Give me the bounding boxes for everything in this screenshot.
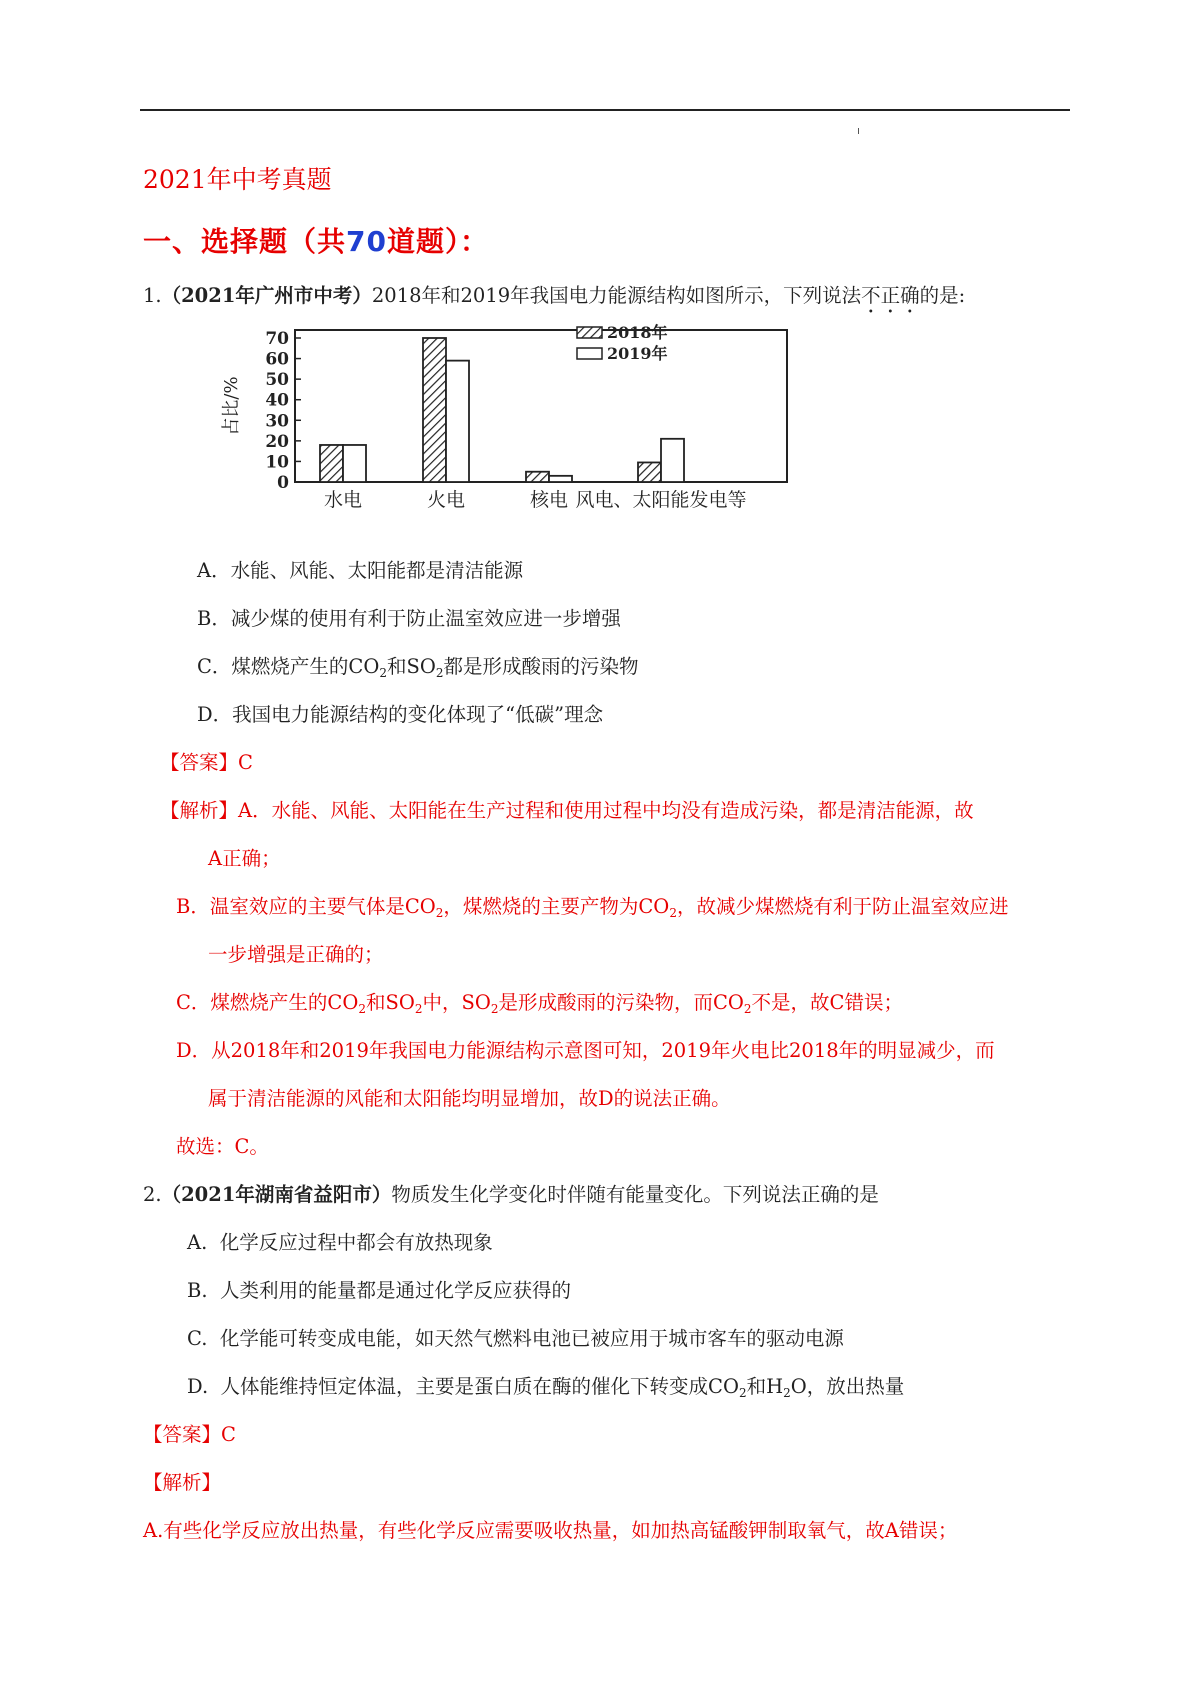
q1-stem-a: 2018年和2019年我国电力能源结构如图所示，下列说法	[371, 284, 862, 307]
header-rule	[140, 109, 1070, 111]
q1-option-a-letter: A．	[197, 559, 231, 582]
q1-analysis-b-line1	[176, 891, 1008, 920]
q1-option-d[interactable]	[197, 699, 603, 727]
q1-analysis-b-text-c: ，故减少煤燃烧有利于防止温室效应进	[676, 895, 1009, 918]
q2-option-d-sub-2: 2	[783, 1386, 791, 1400]
q1-analysis-c-text-e: 不是，故C错误；	[751, 991, 903, 1014]
y-tick-label: 30	[265, 411, 289, 432]
y-tick-label: 0	[277, 473, 289, 493]
bar-2019	[343, 445, 366, 482]
q1-answer-label: 【答案】	[160, 751, 239, 774]
legend-swatch-2018	[577, 327, 602, 338]
q2-option-b-letter: B.	[187, 1279, 208, 1302]
q1-analysis-c-sub-1: 2	[358, 1002, 366, 1016]
q2-option-c-letter: C.	[187, 1327, 208, 1350]
q1-analysis-label: 【解析】	[160, 799, 239, 822]
q1-analysis-a-line2: A正确；	[208, 847, 281, 870]
bar-2018	[526, 472, 549, 482]
q2-option-a-text: 化学反应过程中都会有放热现象	[219, 1231, 493, 1254]
y-tick-label: 10	[265, 452, 289, 473]
bar-2019	[549, 476, 572, 482]
q1-analysis-b-sub-2: 2	[669, 906, 677, 920]
q1-option-c-text-b: 和SO	[386, 655, 436, 678]
section-prefix: 一、选择题（共	[143, 225, 347, 258]
y-tick-label: 20	[265, 431, 289, 452]
header-mark	[858, 128, 859, 134]
y-tick-label: 50	[265, 370, 289, 391]
q1-option-c[interactable]	[197, 651, 639, 680]
q2-option-c-text: 化学能可转变成电能，如天然气燃料电池已被应用于城市客车的驱动电源	[219, 1327, 844, 1350]
section-title	[143, 220, 489, 260]
q1-stem-emph: 不正确	[861, 284, 920, 307]
year-title: 2021年中考真题	[143, 165, 332, 194]
x-tick-label: 水电	[323, 489, 363, 511]
q2-option-b[interactable]	[187, 1275, 571, 1303]
q1-option-b-letter: B．	[197, 607, 231, 630]
q2-option-a[interactable]	[187, 1227, 493, 1255]
energy-structure-chart	[215, 322, 855, 537]
q1-analysis-d-line2: 属于清洁能源的风能和太阳能均明显增加，故D的说法正确。	[208, 1087, 731, 1110]
q1-analysis-c-sub-4: 2	[743, 1002, 752, 1016]
q1-option-c-text-a: 煤燃烧产生的CO	[231, 655, 380, 678]
q1-source: （2021年广州市中考）	[161, 284, 372, 307]
q1-option-c-letter: C．	[197, 655, 232, 678]
plot-frame	[295, 330, 787, 482]
q1-stem	[143, 280, 965, 318]
q1-conclusion: 故选：C。	[176, 1135, 269, 1158]
y-tick-label: 60	[265, 349, 289, 370]
x-tick-label: 核电	[529, 489, 569, 511]
q1-answer	[160, 747, 253, 775]
q2-option-d-text-c: O，放出热量	[790, 1375, 905, 1398]
x-tick-label: 风电、太阳能发电等	[575, 489, 747, 511]
q1-option-d-letter: D．	[197, 703, 233, 726]
q2-option-c[interactable]	[187, 1323, 844, 1351]
y-tick-label: 70	[265, 329, 289, 349]
q1-analysis-a-text: A．水能、风能、太阳能在生产过程和使用过程中均没有造成污染，都是清洁能源，故	[238, 799, 974, 822]
q1-option-b[interactable]	[197, 603, 621, 631]
q1-analysis-b-sub-1: 2	[435, 906, 444, 920]
q2-option-d[interactable]	[187, 1371, 904, 1400]
x-tick-label: 火电	[426, 489, 466, 511]
q1-option-c-sub-1: 2	[379, 666, 387, 680]
q1-analysis-b-text-b: ，煤燃烧的主要产物为CO	[443, 895, 670, 918]
q1-option-b-text: 减少煤的使用有利于防止温室效应进一步增强	[230, 607, 621, 630]
q2-answer-label: 【答案】	[143, 1423, 222, 1446]
q1-analysis-c	[176, 987, 903, 1016]
q2-option-d-sub-1: 2	[738, 1386, 747, 1400]
q1-answer-value: C	[238, 751, 253, 774]
q1-analysis-b-line2: 一步增强是正确的；	[208, 943, 384, 966]
q1-option-a[interactable]	[197, 555, 523, 583]
q2-stem-text: 物质发生化学变化时伴随有能量变化。下列说法正确的是	[391, 1183, 879, 1206]
q1-analysis-c-text-a: C．煤燃烧产生的CO	[176, 991, 359, 1014]
q2-source: （2021年湖南省益阳市）	[161, 1183, 392, 1206]
q1-analysis-c-sub-3: 2	[490, 1002, 499, 1016]
legend-label-2018: 2018年	[607, 323, 668, 342]
q2-option-a-letter: A.	[187, 1231, 208, 1254]
bar-2019	[446, 361, 469, 482]
legend-label-2019: 2019年	[607, 344, 668, 363]
bar-2018	[423, 338, 446, 482]
q1-number: 1.	[143, 284, 162, 307]
q1-option-d-text: 我国电力能源结构的变化体现了“低碳”理念	[232, 703, 604, 726]
bar-2019	[661, 439, 684, 482]
q1-analysis-c-sub-2: 2	[414, 1002, 423, 1016]
bar-2018	[638, 462, 661, 482]
q2-stem	[143, 1179, 879, 1207]
q1-analysis-c-text-b: 和SO	[365, 991, 415, 1014]
q1-option-a-text: 水能、风能、太阳能都是清洁能源	[230, 559, 524, 582]
q1-option-c-text-c: 都是形成酸雨的污染物	[443, 655, 639, 678]
q2-analysis-label: 【解析】	[143, 1471, 222, 1494]
legend-swatch-2019	[577, 348, 602, 359]
q1-analysis-c-text-d: 是形成酸雨的污染物，而CO	[498, 991, 744, 1014]
q1-analysis-c-text-c: 中，SO	[422, 991, 491, 1014]
section-suffix: 道题）：	[386, 225, 489, 258]
q1-analysis-b-text-a: B．温室效应的主要气体是CO	[176, 895, 436, 918]
q2-option-d-text-a: 人体能维持恒定体温，主要是蛋白质在酶的催化下转变成CO	[220, 1375, 739, 1398]
q2-option-b-text: 人类利用的能量都是通过化学反应获得的	[219, 1279, 571, 1302]
q2-analysis-a: A.有些化学反应放出热量，有些化学反应需要吸收热量，如加热高锰酸钾制取氧气，故A错误；	[143, 1519, 958, 1542]
q1-option-c-sub-2: 2	[435, 666, 444, 680]
q2-option-d-letter: D.	[187, 1375, 209, 1398]
q2-option-d-text-b: 和H	[746, 1375, 784, 1398]
q1-analysis-a-line1	[160, 795, 974, 823]
q2-number: 2.	[143, 1183, 162, 1206]
bar-2018	[320, 445, 343, 482]
q2-answer	[143, 1419, 236, 1447]
q1-stem-b: 的是:	[919, 284, 966, 307]
section-count: 70	[346, 225, 387, 258]
q2-answer-value: C	[221, 1423, 236, 1446]
y-tick-label: 40	[265, 390, 289, 411]
q1-analysis-d-line1: D．从2018年和2019年我国电力能源结构示意图可知，2019年火电比2018年的明显减少，而	[176, 1039, 995, 1062]
y-axis-label: 占比/%	[221, 376, 242, 436]
